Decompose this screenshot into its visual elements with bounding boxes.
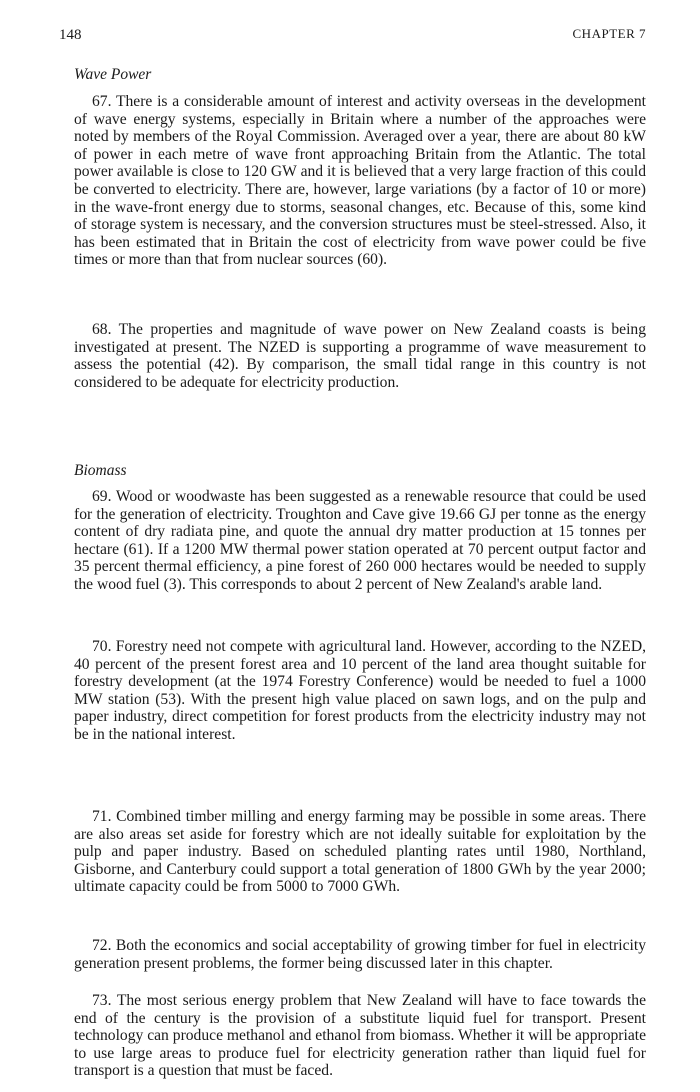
- page-number: 148: [59, 27, 82, 43]
- section-heading-biomass: Biomass: [74, 462, 127, 479]
- paragraph-71: 71. Combined timber milling and energy farming may be possible in some areas. There are also areas set aside for forestry which are not ideally suitable for exploitation by the pulp and paper industry. Based on scheduled planting rates until 1980, Northland, Gisborne, and Canterbury could support a total generation of 1800 GWh by the year 2000; ultimate capacity could be from 5000 to 7000 GWh.: [74, 808, 646, 896]
- page-header: [59, 24, 646, 46]
- paragraph-72: 72. Both the economics and social acceptability of growing timber for fuel in electricity generation present problems, the former being discussed later in this chapter.: [74, 937, 646, 972]
- paragraph-69: 69. Wood or woodwaste has been suggested as a renewable resource that could be used for the generation of electricity. Troughton and Cave give 19.66 GJ per tonne as the energy content of dry radiata pine, and quote the annual dry matter production at 15 tonnes per hectare (61). If a 1200 MW thermal power station operated at 70 percent output factor and 35 percent thermal efficiency, a pine forest of 260 000 hectares would be needed to supply the wood fuel (3). This corresponds to about 2 percent of New Zealand's arable land.: [74, 488, 646, 593]
- paragraph-73: 73. The most serious energy problem that New Zealand will have to face towards the end of the century is the provision of a substitute liquid fuel for transport. Present technology can produce methanol and ethanol from biomass. Whether it will be appropriate to use large areas to produce fuel for electricity generation rather than liquid fuel for transport is a question that must be faced.: [74, 992, 646, 1080]
- chapter-label: CHAPTER 7: [572, 26, 646, 41]
- paragraph-67: 67. There is a considerable amount of interest and activity overseas in the development of wave energy systems, especially in Britain where a number of the approaches were noted by members of the Royal Commission. Averaged over a year, there are about 80 kW of power in each metre of wave front approaching Britain from the Atlantic. The total power available is close to 120 GW and it is believed that a very large fraction of this could be converted to electricity. There are, however, large variations (by a factor of 10 or more) in the wave-front energy due to storms, seasonal changes, etc. Because of this, some kind of storage system is necessary, and the conversion structures must be steel-stressed. Also, it has been estimated that in Britain the cost of electricity from wave power could be five times or more than that from nuclear sources (60).: [74, 93, 646, 269]
- section-heading-wave-power: Wave Power: [74, 66, 152, 83]
- paragraph-70: 70. Forestry need not compete with agricultural land. However, according to the NZED, 40 percent of the present forest area and 10 percent of the land area thought suitable for forestry development (at the 1974 Forestry Conference) would be needed to fuel a 1000 MW station (53). With the present high value placed on sawn logs, and on the pulp and paper industry, direct competition for forest products from the electricity industry may not be in the national interest.: [74, 638, 646, 743]
- paragraph-68: 68. The properties and magnitude of wave power on New Zealand coasts is being investigated at present. The NZED is supporting a programme of wave measurement to assess the potential (42). By comparison, the small tidal range in this country is not considered to be adequate for electricity production.: [74, 321, 646, 391]
